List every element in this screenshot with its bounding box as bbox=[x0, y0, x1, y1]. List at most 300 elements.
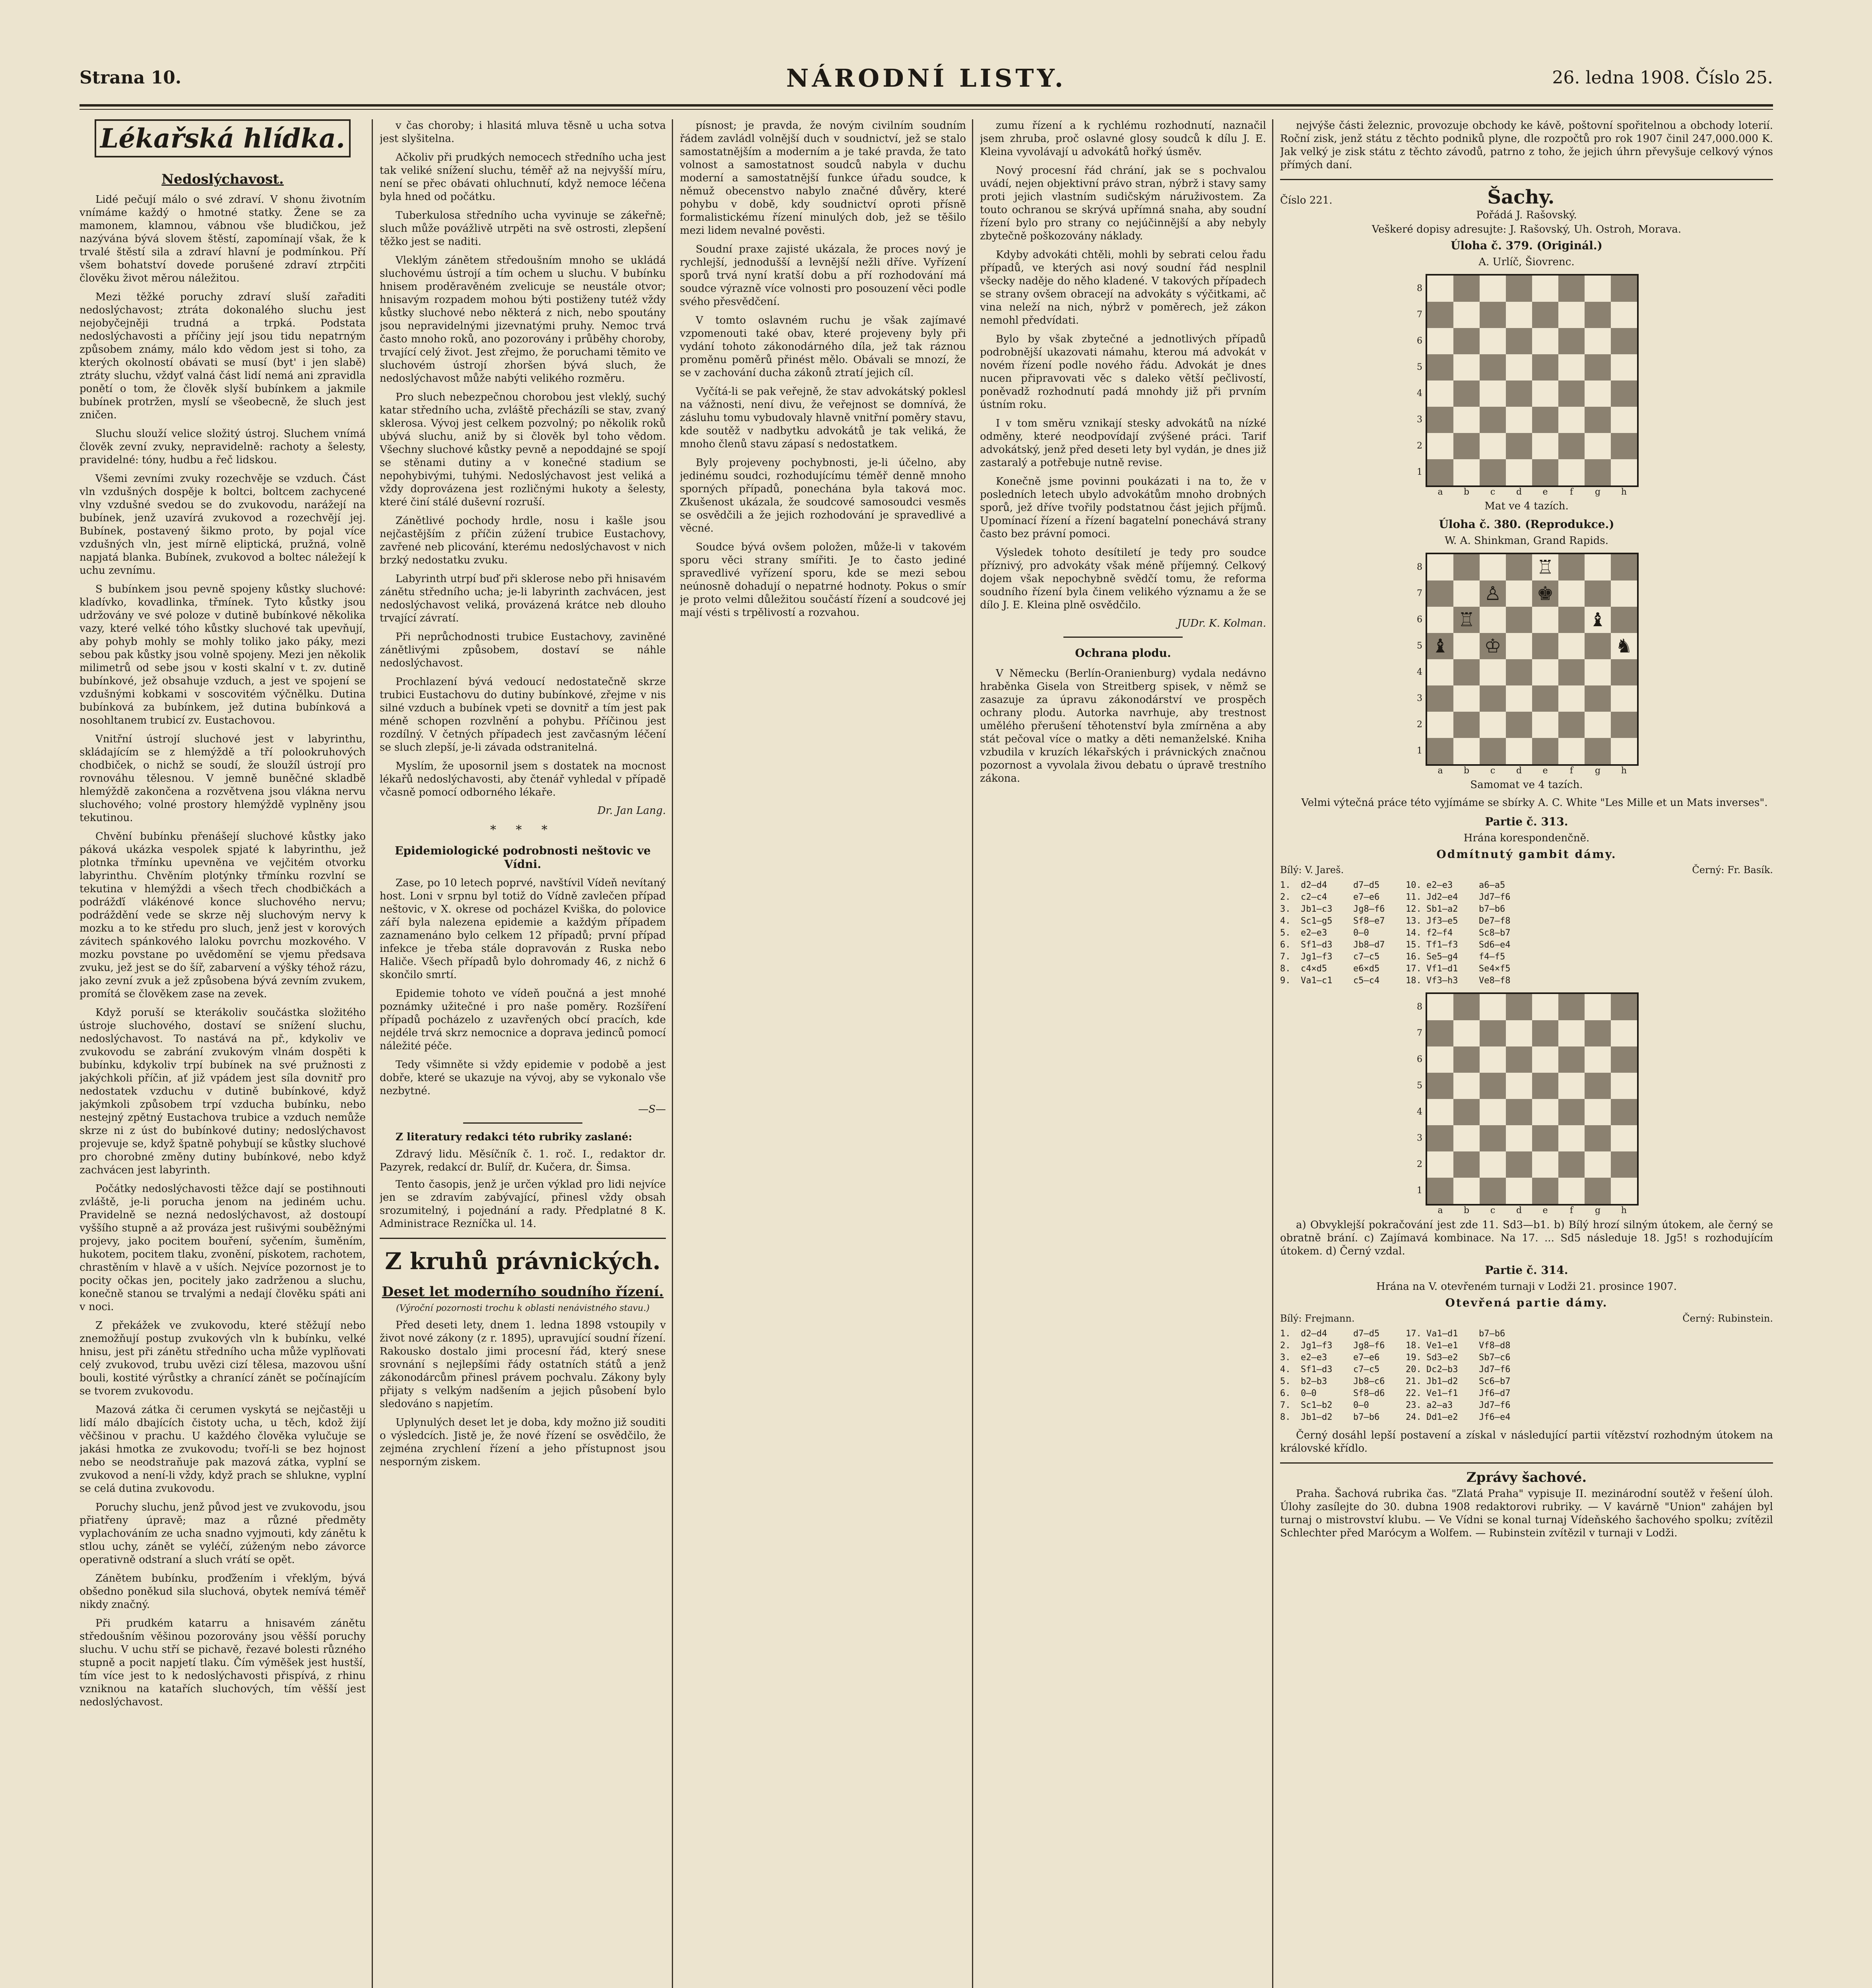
board-square bbox=[1585, 1151, 1611, 1178]
board-square bbox=[1532, 276, 1558, 302]
move-cell: Sc8—b7 bbox=[1479, 928, 1511, 938]
section-title-medical: Lékařská hlídka. bbox=[95, 119, 351, 157]
board-square bbox=[1453, 580, 1480, 607]
article-paragraph: Chvění bubínku přenášejí sluchové kůstky jako páková ukázka vespolek spjaté k labyrinthu, jež plotnka třmínku upevněna ve vejčitém otvorku labyrinthu. Chvěním plotýnky třmínku rozvlní se tekutina v hlemýždi a všech třech chodbičkách a podrážďí vlákénové konce sluchového nervu; podráždění vede se skrze něj sluchovým nervy k mozku a to ke středu pro sluch, jenž jest v korových závitech spánkového laloku povrchu mozkového. V mozku povstane po uvědomění se vjemu předsava zvuku, jež jest se do šíř, zabarvení a výšky téhož rázu, jako zevní zvuk a jež způsobena bývá zevním zvukem, promítá se člověkem zase na zevek. bbox=[80, 831, 366, 1000]
board-square: ♔ bbox=[1480, 633, 1506, 659]
article-paragraph: Mezi těžké poruchy zdraví sluší zařaditi nedoslýchavost; ztráta dokonalého sluchu jest nejobyčejněji trudná a trpká. Podstata nedoslýchavosti a příčiny její jsou tidu nepatrným způsobem známy, málo kdo vědom jest si toho, za kterých okolností obávati se musí (byt' i jen slabě) ztráty sluchu, vždyť valná část lidí nemá ani zpravidla ponětí o tom, že člověk slyší bubínkem a jakmile bubínek protržen, myslí se všeobecně, že sluch jest zničen. bbox=[80, 291, 366, 421]
move-cell: Jb1—c3 bbox=[1301, 904, 1333, 914]
article-paragraph: Vleklým zánětem středoušním mnoho se ukládá sluchovému ústrojí a tím ochem u sluchu. V bubínku hnisem proděravěném zvelicuje se neustále otvor; hnisavým rozpadem mohou býti postiženy tutéž vždy kůstky sluchové nebo některá z nich, nebo spoutány jsou nepravidelnými jizevnatými pruhy. Nemoc trvá často mnoho roků, ano pozorovány i průběhy choroby, trvající celý život. Jest zřejmo, že poruchami těmito ve sluchovém ústrojí zhoršen bývá sluch, že nedoslýchavost může nabýti velikého rozměru. bbox=[380, 254, 666, 384]
board-square bbox=[1427, 1125, 1453, 1151]
move-cell: Sb1—a2 bbox=[1426, 904, 1458, 914]
board-square bbox=[1558, 328, 1585, 354]
move-cell: Se4×f5 bbox=[1479, 964, 1511, 974]
move-cell: Dc2—b3 bbox=[1426, 1365, 1458, 1375]
board-square bbox=[1585, 712, 1611, 738]
section-rule bbox=[1280, 1462, 1773, 1464]
board-square bbox=[1506, 738, 1532, 764]
board-square bbox=[1532, 1020, 1558, 1046]
move-cell: Jg1—f3 bbox=[1301, 952, 1333, 962]
board-square bbox=[1532, 459, 1558, 485]
board-square bbox=[1453, 659, 1480, 685]
article-subtitle-court: (Výroční pozornosti trochu k oblasti nenávistného stavu.) bbox=[396, 1303, 650, 1313]
board-square bbox=[1453, 1125, 1480, 1151]
board-square bbox=[1532, 328, 1558, 354]
header-rule-thin bbox=[80, 109, 1773, 110]
move-cell: d2—d4 bbox=[1301, 1329, 1327, 1339]
move-cell: Jd2—e4 bbox=[1426, 892, 1458, 902]
move-cell: 13. bbox=[1406, 916, 1422, 926]
board-square bbox=[1585, 994, 1611, 1020]
move-cell: Jg1—f3 bbox=[1301, 1341, 1333, 1351]
board-square bbox=[1611, 459, 1637, 485]
move-cell: Ve8—f8 bbox=[1479, 976, 1511, 986]
move-cell: Sc1—b2 bbox=[1301, 1400, 1333, 1410]
board-square bbox=[1611, 381, 1637, 407]
game-2-players bbox=[1280, 1313, 1773, 1324]
article-paragraph: zumu řízení a k rychlému rozhodnutí, naznačil jsem zhruba, proč oslavné glosy soudců k dílu J. E. Kleina vyvolávají u advokátů hořký úsměv. bbox=[980, 120, 1266, 158]
board-square bbox=[1611, 685, 1637, 712]
game-1-notes: a) Obvyklejší pokračování jest zde 11. Sd3—b1. b) Bílý hrozí silným útokem, ale černý se obratně brání. c) Zajímavá kombinace. Na 17. ... Sd5 následuje 18. Jg5! s rozhodujícím útokem. d) Černý vzdal. bbox=[1280, 1219, 1773, 1257]
board-square bbox=[1480, 1020, 1506, 1046]
move-cell: 7. bbox=[1280, 1400, 1291, 1410]
board-square bbox=[1611, 1125, 1637, 1151]
board-square bbox=[1611, 1151, 1637, 1178]
chess-section-title: Šachy. bbox=[1487, 186, 1555, 208]
board-square bbox=[1427, 659, 1453, 685]
board-square bbox=[1427, 433, 1453, 459]
chess-editor: Pořádá J. Rašovský. bbox=[1476, 209, 1577, 221]
board-square bbox=[1427, 607, 1453, 633]
board-square bbox=[1427, 712, 1453, 738]
board-square bbox=[1453, 1151, 1480, 1178]
board-square bbox=[1506, 1178, 1532, 1204]
board-square bbox=[1506, 685, 1532, 712]
board-square bbox=[1532, 994, 1558, 1020]
board-square bbox=[1480, 1178, 1506, 1204]
move-cell: Ve1—f1 bbox=[1426, 1388, 1458, 1398]
board-square bbox=[1506, 354, 1532, 381]
board-square bbox=[1532, 607, 1558, 633]
move-cell: Sf1—d3 bbox=[1301, 940, 1333, 950]
move-cell: 8. bbox=[1280, 964, 1291, 974]
move-cell: e2—e3 bbox=[1426, 880, 1453, 890]
move-cell: 2. bbox=[1280, 892, 1291, 902]
move-cell: c7—c5 bbox=[1353, 952, 1380, 962]
board-square bbox=[1453, 276, 1480, 302]
board-square: ♝ bbox=[1427, 633, 1453, 659]
board-square bbox=[1427, 276, 1453, 302]
article-paragraph: Když poruší se kterákoliv součástka složitého ústroje sluchového, dostaví se snížení sluchu, nedoslýchavost. To nastává na př., kdykoliv ve zvukovodu se zabrání zvukovým vlnám dospěti k bubínku, kdykoliv trpí bubínek na své pružnosti z jakýchkoli příčin, ať již vpádem jest síla dovnitř pro nedostatek vzduchu v dutině bubínkové, když jakýmkoli způsobem trpí vzducha bubínku, nebo nestejný zpětný Eustachova trubice a vzduch nemůže skrze ni z úst do bubínkové dutiny; nedoslýchavost projevuje se, když špatně pohybují se kůstky sluchové pro chorobné změny dutiny bubínkové, nebo když zachvácen jest labyrinth. bbox=[80, 1007, 366, 1176]
board-square bbox=[1427, 328, 1453, 354]
article-title-protection: Ochrana plodu. bbox=[1075, 646, 1171, 660]
board-square bbox=[1558, 580, 1585, 607]
game-2-opening: Otevřená partie dámy. bbox=[1445, 1296, 1608, 1309]
game-2-moves bbox=[1280, 1328, 1773, 1423]
board-square bbox=[1585, 1178, 1611, 1204]
board-square bbox=[1480, 354, 1506, 381]
article-paragraph: Byly projeveny pochybnosti, je-li účelno, aby jedinému soudci, rozhodujícímu téměř denně mnoho sporných případů, ponechána byla taková moc. Zkušenost ukázala, že soudcové samosoudci vesměs se osvědčili a že jejich rozhodování je spravedlivé a věcné. bbox=[680, 457, 966, 534]
move-cell: Jb1—d2 bbox=[1426, 1376, 1458, 1386]
board-square bbox=[1453, 354, 1480, 381]
board-square bbox=[1585, 1046, 1611, 1073]
article-paragraph: Lidé pečují málo o své zdraví. V shonu životním vnímáme každý o hmotné statky. Žene se za mamonem, klamnou, vábnou vše bludičkou, jež nazývána bývá slovem štěstí, zapomínají však, že k trvalé štěstí sila a zdraví hlavní je podmínkou. Pří všem bohatství dovede porušené zdraví ztrpčiti člověku život měrou náležitou. bbox=[80, 194, 366, 284]
board-square bbox=[1506, 607, 1532, 633]
board-square bbox=[1480, 1125, 1506, 1151]
board-square bbox=[1532, 381, 1558, 407]
game-2-notes: Černý dosáhl lepší postavení a získal v následující partii vítězství rozhodným útokem na královské křídlo. bbox=[1280, 1429, 1773, 1454]
move-cell: Sf8—d6 bbox=[1353, 1388, 1385, 1398]
board-square bbox=[1506, 1020, 1532, 1046]
article-paragraph: Pro sluch nebezpečnou chorobou jest vleklý, suchý katar středního ucha, zvláště přecházíli se stav, zvaný sklerosa. Vývoj jest celkem pozvolný; po několik roků ubývá sluchu, aniž by si člověk byl toho vědom. Všechny sluchové kůstky pevně a nepoddajné se spojí se stěnami dutiny a v konečné stadium se nepohybivými, tuhými. Nedoslýchavost jest veliká a vždy doprovázena jest rozličnými hukoty a šelesty, které činí stálé duševní rozruší. bbox=[380, 391, 666, 508]
board-square bbox=[1611, 712, 1637, 738]
board-square bbox=[1506, 712, 1532, 738]
board-square bbox=[1558, 607, 1585, 633]
board-square bbox=[1585, 1020, 1611, 1046]
board-square bbox=[1480, 407, 1506, 433]
game-1-moves bbox=[1280, 879, 1773, 987]
board-square bbox=[1611, 738, 1637, 764]
board-square bbox=[1480, 302, 1506, 328]
move-cell: 10. bbox=[1406, 880, 1422, 890]
move-cell: b7—b6 bbox=[1353, 1412, 1380, 1422]
column-1 bbox=[80, 119, 366, 1988]
board-square bbox=[1585, 433, 1611, 459]
column-divider bbox=[972, 119, 973, 1988]
move-cell: 7. bbox=[1280, 952, 1291, 962]
black-player: Černý: Fr. Basík. bbox=[1692, 864, 1773, 876]
article-body-deafness-cont bbox=[380, 119, 666, 799]
board-square: ♖ bbox=[1532, 554, 1558, 580]
move-cell: e6×d5 bbox=[1353, 964, 1380, 974]
board-square bbox=[1506, 407, 1532, 433]
board-square bbox=[1427, 354, 1453, 381]
board-square bbox=[1506, 381, 1532, 407]
move-cell: 3. bbox=[1280, 904, 1291, 914]
article-body-epidemic bbox=[380, 877, 666, 1098]
section-rule bbox=[1280, 179, 1773, 180]
board-square: ♚ bbox=[1532, 580, 1558, 607]
board-square bbox=[1506, 633, 1532, 659]
move-cell: 17. bbox=[1406, 1329, 1422, 1339]
article-paragraph: písnost; je pravda, že novým civilním soudním řádem zavládl volnější duch v soudnictví, jež se stalo samostatnějším a moderním a je také pravda, že tato volnost a samostatnost soudců nabyla v duchu moderní a samostatnější funkce úřadu soudce, k němuž obecenstvo nabylo značné důvěry, které pohybu v době, kdy soudnictví oproti přísně formalistickému řízení minulých dob, jež se těšilo mezi lidem nevalné pověsti. bbox=[680, 120, 966, 237]
column-4 bbox=[980, 119, 1266, 1988]
board-square bbox=[1480, 607, 1506, 633]
board-square bbox=[1480, 685, 1506, 712]
move-cell: 2. bbox=[1280, 1341, 1291, 1351]
board-square bbox=[1532, 659, 1558, 685]
board-square bbox=[1585, 328, 1611, 354]
board-square bbox=[1453, 994, 1480, 1020]
article-paragraph: I v tom směru vznikají stesky advokátů na nízké odměny, které neodpovídají zvýšené práci. Tarif advokátský, jenž před deseti lety byl vydán, je dnes již zastaralý a potřebuje nutně revise. bbox=[980, 417, 1266, 469]
article-title-epidemic: Epidemiologické podrobnosti neštovic ve Vídni. bbox=[395, 844, 651, 871]
board-square bbox=[1558, 1125, 1585, 1151]
board-square bbox=[1585, 633, 1611, 659]
move-cell: c4×d5 bbox=[1301, 964, 1327, 974]
board-square bbox=[1532, 685, 1558, 712]
board-square bbox=[1558, 381, 1585, 407]
board-square bbox=[1453, 554, 1480, 580]
board-square bbox=[1585, 407, 1611, 433]
article-paragraph: Zánětem bubínku, proďžením i vřeklým, bývá obšedno poněkud sila sluchová, obytek nemívá téměř nikdy značný. bbox=[80, 1573, 366, 1611]
board-square bbox=[1506, 302, 1532, 328]
board-square bbox=[1427, 1178, 1453, 1204]
board-square bbox=[1427, 685, 1453, 712]
board-square bbox=[1611, 607, 1637, 633]
move-cell: 16. bbox=[1406, 952, 1422, 962]
white-player: Bílý: Frejmann. bbox=[1280, 1313, 1355, 1324]
board-square bbox=[1427, 407, 1453, 433]
chess-address: Veškeré dopisy adresujte: J. Rašovský, Uh. Ostroh, Morava. bbox=[1372, 223, 1682, 235]
article-paragraph: Počátky nedoslýchavosti těžce dají se postihnouti zvláště, je-li porucha jenom na jediném uchu. Pravidelně se nezná nedoslýchavost, až dostoupí vyššího stupně a až prováza jest rušivými souběžnými projevy, jako pocitem bouření, syčením, šuměním, hukotem, pocitem tlaku, zvonění, pískotem, rachotem, chrastěním v hlavě a v uších. Nejvíce pozornost je to pocity očkas jen, pocitely jako zadrženou a sluchu, konečně stanou se trvalými a nedají člověku spáti ani v noci. bbox=[80, 1183, 366, 1313]
move-cell: Se5—g4 bbox=[1426, 952, 1458, 962]
board-square bbox=[1585, 1073, 1611, 1099]
column-3 bbox=[680, 119, 966, 1988]
author-signature: Dr. Jan Lang. bbox=[597, 805, 666, 817]
move-cell: Jd7—f6 bbox=[1479, 892, 1511, 902]
move-cell: 15. bbox=[1406, 940, 1422, 950]
board-square bbox=[1558, 685, 1585, 712]
move-cell: 12. bbox=[1406, 904, 1422, 914]
move-cell: Jd7—f6 bbox=[1479, 1365, 1511, 1375]
article-body-deafness bbox=[80, 193, 366, 1709]
board-square bbox=[1611, 580, 1637, 607]
move-cell: Jg8—f6 bbox=[1353, 1341, 1385, 1351]
move-cell: 19. bbox=[1406, 1353, 1422, 1363]
board-square bbox=[1558, 712, 1585, 738]
move-cell: Jb8—c6 bbox=[1353, 1376, 1385, 1386]
move-cell: Jb1—d2 bbox=[1301, 1412, 1333, 1422]
black-player: Černý: Rubinstein. bbox=[1682, 1313, 1773, 1324]
article-paragraph: Mazová zátka či cerumen vyskytá se nejčastěji u lidí málo dbajících čistoty ucha, u těch, kdož žijí věčšinou v prachu. U každého člověka vylučuje se jakási hmotka ze zvukovodu; tvoří-li se bez hojnost nebo se neodstraňuje pak mazová zátka, vyplní se zvukovod a není-li vždy, když prach se shlukne, vyplní se celá dutina zvukovodu. bbox=[80, 1404, 366, 1495]
board-square bbox=[1453, 1046, 1480, 1073]
board-ranks: 8 7 6 5 4 3 2 1 bbox=[1417, 1002, 1422, 1196]
article-paragraph: Vnitřní ústrojí sluchové jest v labyrinthu, skládajícím se z hlemýždě a tří polookruhových chodbiček, o nichž se soudí, že sloužíl ústrojí pro rovnováhu tělesnou. V jemně buněčné skladbě hlemýždě zakončena a rozvětvena jsou vlákna nervu sluchového; volné prostory hlemýždě vyplněny jsou tekutinou. bbox=[80, 733, 366, 824]
board-square bbox=[1453, 685, 1480, 712]
section-title-legal: Z kruhů právnických. bbox=[385, 1248, 661, 1275]
move-cell: 14. bbox=[1406, 928, 1422, 938]
move-cell: 24. bbox=[1406, 1412, 1422, 1422]
move-cell: 0—0 bbox=[1353, 1400, 1369, 1410]
move-cell: 8. bbox=[1280, 1412, 1291, 1422]
article-title-court: Deset let moderního soudního řízení. bbox=[382, 1284, 664, 1300]
board-square bbox=[1558, 459, 1585, 485]
column-divider bbox=[672, 119, 673, 1988]
board-square bbox=[1558, 1073, 1585, 1099]
problem-2-note: Velmi výtečná práce této vyjímáme se sbírky A. C. White "Les Mille et un Mats inverses". bbox=[1301, 797, 1768, 809]
board-square bbox=[1480, 1151, 1506, 1178]
board-square bbox=[1480, 328, 1506, 354]
article-paragraph: Vyčítá-li se pak veřejně, že stav advokátský poklesl na vážnosti, není divu, že veřejnost se domnívá, že zásluhu tomu vybudovaly hlavně vnitřní poměry stavu, kde soutěž v nadbytku advokátů je tak veliká, že mnoho členů stavu zápasí s nedostatkem. bbox=[680, 386, 966, 450]
board-square bbox=[1453, 328, 1480, 354]
board-square bbox=[1611, 276, 1637, 302]
game-1-opening: Odmítnutý gambit dámy. bbox=[1436, 848, 1617, 861]
article-paragraph: Tuberkulosa středního ucha vyvinuje se zákeřně; sluch může povážlivě utrpěti na svě ostrosti, zlepšení těžko jest se naditi. bbox=[380, 210, 666, 248]
article-paragraph: Poruchy sluchu, jenž původ jest ve zvukovodu, jsou přiatřeny úpravě; maz a různé předměty vyplachováním ze ucha snadno vyjmouti, kdy zánětu k stlou uchy, zánět se vyléčí, zúženým nebo závorce operativně odstraní a sluch vrátí se opět. bbox=[80, 1501, 366, 1566]
board-grid bbox=[1426, 992, 1639, 1206]
board-square bbox=[1427, 381, 1453, 407]
board-square bbox=[1532, 633, 1558, 659]
board-square bbox=[1427, 1151, 1453, 1178]
board-square bbox=[1611, 554, 1637, 580]
move-cell: Vf8—d8 bbox=[1479, 1341, 1511, 1351]
board-square bbox=[1427, 554, 1453, 580]
board-square bbox=[1427, 1099, 1453, 1125]
article-paragraph: Soudní praxe zajisté ukázala, že proces nový je rychlejší, jednodušší a levnější nežli dříve. Vyřízení sporů trvá nyní kratší dobu a pří rozhodování má soudce výrazně více volnosti pro posouzení věci podle svého přesvědčení. bbox=[680, 243, 966, 308]
problem-1-title: Úloha č. 379. (Originál.) bbox=[1451, 239, 1602, 252]
board-square bbox=[1532, 1178, 1558, 1204]
board-square bbox=[1453, 1099, 1480, 1125]
move-cell: 0—0 bbox=[1353, 928, 1369, 938]
problem-2-title: Úloha č. 380. (Reprodukce.) bbox=[1439, 518, 1614, 531]
article-body-court-end bbox=[980, 119, 1266, 612]
board-square bbox=[1506, 1046, 1532, 1073]
article-title-deafness: Nedoslýchavost. bbox=[161, 171, 284, 187]
game-1-players bbox=[1280, 864, 1773, 876]
board-square bbox=[1611, 1099, 1637, 1125]
literature-heading: Z literatury redakci této rubriky zaslané: bbox=[396, 1131, 632, 1143]
game-2-title: Partie č. 314. bbox=[1485, 1264, 1568, 1277]
board-square: ♞ bbox=[1611, 633, 1637, 659]
board-square bbox=[1611, 1178, 1637, 1204]
board-square bbox=[1532, 712, 1558, 738]
article-paragraph: Ačkoliv při prudkých nemocech středního ucha jest tak veliké snížení sluchu, téměř až na nejvyšší míru, není se přec obávati ohluchnutí, když nemoce léčena byla hned od počátku. bbox=[380, 151, 666, 203]
game-1-subtitle: Hrána korespondenčně. bbox=[1463, 832, 1590, 844]
board-files: a b c d e f g h bbox=[1437, 487, 1627, 497]
board-square bbox=[1532, 1151, 1558, 1178]
move-cell: Vf1—d1 bbox=[1426, 964, 1458, 974]
column-divider bbox=[372, 119, 373, 1988]
board-square bbox=[1585, 1099, 1611, 1125]
board-square bbox=[1532, 1073, 1558, 1099]
board-square bbox=[1585, 685, 1611, 712]
board-square bbox=[1480, 659, 1506, 685]
board-square bbox=[1506, 1151, 1532, 1178]
move-cell: 18. bbox=[1406, 1341, 1422, 1351]
board-grid bbox=[1426, 274, 1639, 487]
move-cell: 17. bbox=[1406, 964, 1422, 974]
board-square bbox=[1480, 381, 1506, 407]
move-cell: Vf3—h3 bbox=[1426, 976, 1458, 986]
board-square bbox=[1585, 1125, 1611, 1151]
game-2-subtitle: Hrána na V. otevřeném turnaji v Lodži 21. prosince 1907. bbox=[1376, 1281, 1677, 1293]
chess-column-number: Číslo 221. bbox=[1280, 194, 1333, 206]
board-square bbox=[1585, 580, 1611, 607]
move-cell: 11. bbox=[1406, 892, 1422, 902]
game-1-title: Partie č. 313. bbox=[1485, 815, 1568, 828]
board-ranks: 8 7 6 5 4 3 2 1 bbox=[1417, 283, 1422, 477]
move-cell: Jd7—f6 bbox=[1479, 1400, 1511, 1410]
move-cell: f4—f5 bbox=[1479, 952, 1505, 962]
board-square bbox=[1611, 328, 1637, 354]
move-cell: Sc1—g5 bbox=[1301, 916, 1333, 926]
article-paragraph: Z překážek ve zvukovodu, které stěžují nebo znemožňují postup zvukových vln k bubínku, velké hnisu, jest při zánětu středního ucha může vyplňovati celý zvukovod, trubu uvězi cizí tělesa, mazovou ušní bouli, kostité výrůstky a chranící zánět se počínajícím se tvorem zvukovodu. bbox=[80, 1320, 366, 1397]
article-body-protection: V Německu (Berlín-Oranienburg) vydala nedávno hraběnka Gisela von Streitberg spisek, v němž se zasazuje za úpravu zákonodárství ve prospěch ochrany plodu. Autorka navrhuje, aby trestnost umělého přerušení těhotenství byla zmírněna a aby stát pečoval více o matky a děti nemanželské. Kniha vzbudila v kruzích lékařských i právnických značnou pozornost a vyvolala živou debatu o úpravě trestního zákona. bbox=[980, 668, 1266, 784]
move-cell: 5. bbox=[1280, 1376, 1291, 1386]
board-square bbox=[1611, 994, 1637, 1020]
problem-2-caption: Samomat ve 4 tazích. bbox=[1470, 779, 1583, 791]
author-signature-2: —S— bbox=[638, 1103, 666, 1115]
chessboard-game-position bbox=[1415, 992, 1638, 1215]
board-square bbox=[1611, 354, 1637, 381]
board-square bbox=[1611, 659, 1637, 685]
move-cell: b2—b3 bbox=[1301, 1376, 1327, 1386]
article-paragraph: Bylo by však zbytečné a jednotlivých případů podrobnější ukazovati námahu, kterou má advokát v novém řízení podle nového řádu. Advokát je dnes nucen připravovati věc s daleko větší pečlivostí, poněvadž rozhodnutí padá mnohdy již při prvním ústním roku. bbox=[980, 333, 1266, 411]
board-square bbox=[1558, 276, 1585, 302]
board-square bbox=[1558, 554, 1585, 580]
board-square bbox=[1558, 1020, 1585, 1046]
move-cell: b7—b6 bbox=[1479, 904, 1505, 914]
separator-rule bbox=[1063, 637, 1183, 638]
article-paragraph: Tedy všimněte si vždy epidemie v podobě a jest dobře, které se ukazuje na vývoj, aby se vykonalo vše nezbytné. bbox=[380, 1059, 666, 1097]
board-square bbox=[1558, 738, 1585, 764]
move-cell: Sf8—e7 bbox=[1353, 916, 1385, 926]
move-cell: Va1—d1 bbox=[1426, 1329, 1458, 1339]
board-square bbox=[1480, 1073, 1506, 1099]
article-paragraph: Všemi zevními zvuky rozechvěje se vzduch. Část vln vzdušných dospěje k boltci, boltcem zachycené vlny vzdušné svedou se do zvukovodu, narážejí na bubínek, jenž uzavírá zvukovod a rozechvějí jej. Bubínek, postavený šikmo proto, by pojal více vzdušných vln, jest mírně eliptická, pružná, volně napjatá blanka. Bubínek, zvukovod a boltec náležejí k uchu zevnímu. bbox=[80, 473, 366, 577]
board-square: ♝ bbox=[1585, 607, 1611, 633]
board-square bbox=[1558, 433, 1585, 459]
board-square bbox=[1480, 1046, 1506, 1073]
move-cell: 9. bbox=[1280, 976, 1291, 986]
board-square bbox=[1453, 459, 1480, 485]
board-square bbox=[1506, 659, 1532, 685]
move-cell: 4. bbox=[1280, 916, 1291, 926]
move-cell: De7—f8 bbox=[1479, 916, 1511, 926]
board-square bbox=[1506, 580, 1532, 607]
board-square bbox=[1558, 407, 1585, 433]
article-paragraph: Kdyby advokáti chtěli, mohli by sebrati celou řadu případů, ve kterých asi nový soudní řád nesplnil všecky naděje do něho kladené. V takových případech se strany ovšem obracejí na advokáty s výčitkami, ač vina neleží na nich, nýbrž v poměrech, jež zákon nemohl předvídati. bbox=[980, 249, 1266, 326]
board-square bbox=[1480, 1099, 1506, 1125]
move-cell: Sd3—e2 bbox=[1426, 1353, 1458, 1363]
board-grid bbox=[1426, 553, 1639, 766]
problem-1-author: A. Urlíč, Šiovrenc. bbox=[1478, 256, 1575, 268]
board-square bbox=[1558, 354, 1585, 381]
header-rule bbox=[80, 104, 1773, 107]
author-signature-3: JUDr. K. Kolman. bbox=[1177, 617, 1266, 629]
board-square bbox=[1506, 1073, 1532, 1099]
board-square bbox=[1506, 459, 1532, 485]
move-cell: 0—0 bbox=[1301, 1388, 1317, 1398]
board-square bbox=[1506, 276, 1532, 302]
board-files: a b c d e f g h bbox=[1437, 766, 1627, 776]
move-cell: 20. bbox=[1406, 1365, 1422, 1375]
move-cell: 23. bbox=[1406, 1400, 1422, 1410]
board-square bbox=[1453, 1073, 1480, 1099]
board-square bbox=[1611, 1046, 1637, 1073]
board-square bbox=[1453, 633, 1480, 659]
article-body-court bbox=[380, 1319, 666, 1469]
problem-1-caption: Mat ve 4 tazích. bbox=[1484, 500, 1569, 512]
article-paragraph: Soudce bývá ovšem položen, může-li v takovém sporu věci strany smířiti. Je to často jediné spravedlivé vyřízení sporu, kde se mezi sebou neúnosně dohadují o nepatrné hodnoty. Pokus o smír je proto velmi důležitou součástí řízení a soudcové jej mají vésti s trpělivostí a rozvahou. bbox=[680, 541, 966, 619]
board-square bbox=[1558, 302, 1585, 328]
chessboard-problem-2 bbox=[1415, 553, 1638, 776]
chess-news-title: Zprávy šachové. bbox=[1466, 1470, 1587, 1485]
move-cell: d7—d5 bbox=[1353, 880, 1380, 890]
column-5 bbox=[1280, 119, 1773, 1988]
move-cell: c2—c4 bbox=[1301, 892, 1327, 902]
article-paragraph: Epidemie tohoto ve vídeň poučná a jest mnohé poznámky užitečné i pro naše poměry. Rozšíření případů pocházelo z uzavřených obcí pracích, kde nejdéle trvá skrz nemocnice a doprava jedinců pomocí náležité péče. bbox=[380, 988, 666, 1052]
move-cell: e2—e3 bbox=[1301, 928, 1327, 938]
board-square bbox=[1453, 738, 1480, 764]
article-paragraph: Zase, po 10 letech poprvé, navštívil Vídeň nevítaný host. Loni v srpnu byl totiž do Vídně zavlečen případ neštovic, v X. okrese od pocházel Kviška, do polovice září byla nalezena epidemie a každým případem zaznamenáno bylo celkem 12 případů; první případ infekce je třeba stále dopravován z Ruska nebo Haliče. Všech případů bylo dohromady 46, z nichž 6 skončilo smrtí. bbox=[380, 877, 666, 981]
problem-2-author: W. A. Shinkman, Grand Rapids. bbox=[1444, 535, 1609, 547]
board-square bbox=[1558, 1151, 1585, 1178]
literature-description: Tento časopis, jenž je určen výklad pro lidi nejvíce jen se zdravím zabývající, přinesl vždy obsah srozumitelný, i pojednání a rady. Předplatné 8 K. Administrace Rezníčka ul. 14. bbox=[380, 1178, 666, 1230]
move-cell: 6. bbox=[1280, 1388, 1291, 1398]
board-square bbox=[1532, 1099, 1558, 1125]
move-cell: 3. bbox=[1280, 1353, 1291, 1363]
board-square bbox=[1506, 1099, 1532, 1125]
